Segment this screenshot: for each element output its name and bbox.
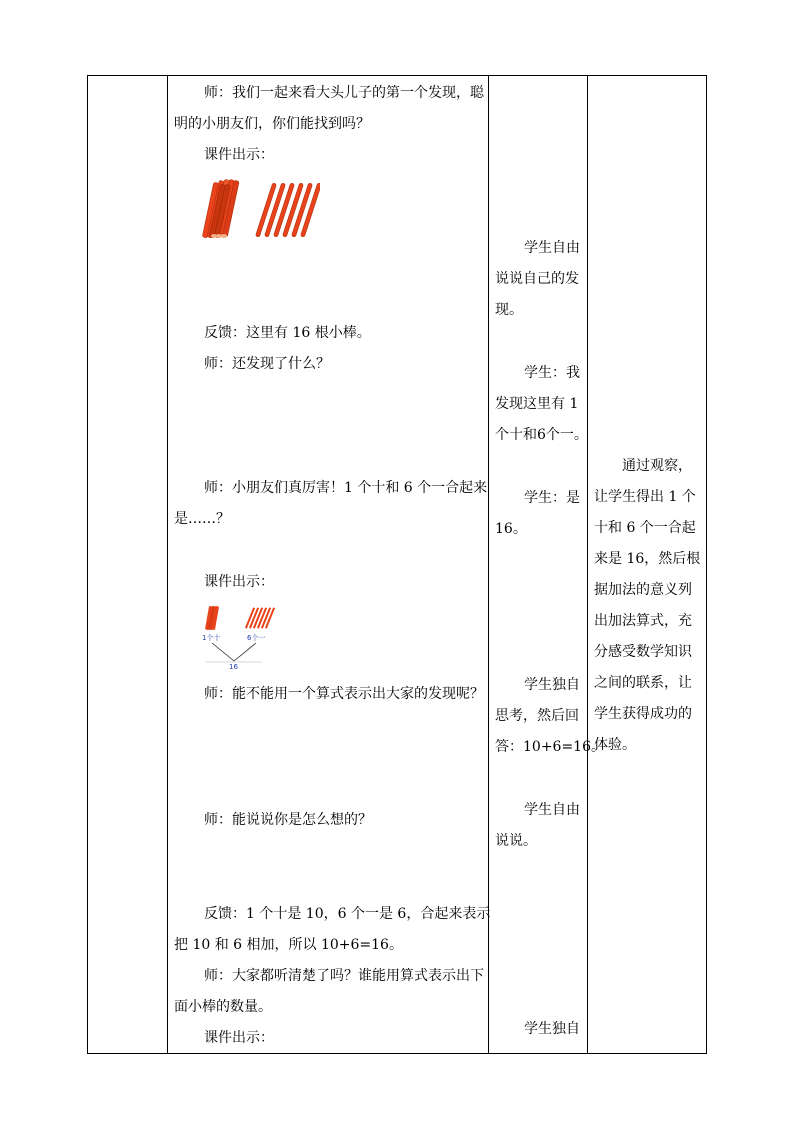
teacher-line: 把 10 和 6 相加，所以 10+6=16。	[174, 937, 403, 953]
student-line: 现。	[495, 302, 523, 318]
teacher-line: 课件出示：	[204, 574, 274, 590]
intent-line: 十和 6 个一合起	[594, 520, 696, 536]
student-line: 说说自己的发	[495, 271, 579, 287]
label-total: 16	[229, 663, 238, 671]
teacher-line: 反馈：1 个十是 10，6 个一是 6，合起来表示	[204, 906, 491, 922]
student-line: 学生独自	[524, 1021, 580, 1037]
label-ones: 6个一	[247, 634, 266, 642]
teacher-line: 明的小朋友们，你们能找到吗？	[174, 116, 370, 132]
student-line: 学生自由	[524, 240, 580, 256]
intent-line: 来是 16，然后根	[594, 551, 701, 567]
table-border-col1	[167, 75, 168, 1054]
student-line: 发现这里有 1	[495, 396, 579, 412]
student-line: 16。	[495, 521, 527, 537]
teacher-line: 课件出示：	[204, 147, 274, 163]
table-border-left	[87, 75, 88, 1054]
teacher-line: 反馈：这里有 16 根小棒。	[204, 325, 371, 341]
student-line: 思考，然后回	[495, 708, 579, 724]
teacher-line: 是……？	[174, 511, 230, 527]
student-line: 答：10+6=16。	[495, 739, 605, 755]
label-tens: 1个十	[202, 634, 221, 642]
student-line: 学生独自	[524, 677, 580, 693]
bundle-of-ten	[202, 179, 239, 238]
sticks-bundle-image	[200, 176, 320, 240]
six-single-sticks-small	[245, 607, 275, 628]
table-border-bottom	[87, 1053, 707, 1054]
student-line: 个十和6个一。	[495, 427, 588, 443]
teacher-line: 师：能不能用一个算式表示出大家的发现呢？	[204, 686, 484, 702]
connector-line-left	[212, 643, 234, 661]
tens-ones-diagram	[198, 603, 278, 671]
intent-line: 学生获得成功的	[594, 706, 692, 722]
teacher-line: 师：能说说你是怎么想的？	[204, 812, 372, 828]
intent-line: 体验。	[594, 737, 636, 753]
intent-line: 分感受数学知识	[594, 644, 692, 660]
intent-line: 据加法的意义列	[594, 582, 692, 598]
intent-line: 通过观察，	[622, 458, 692, 474]
teacher-line: 师：小朋友们真厉害！1 个十和 6 个一合起来	[204, 480, 488, 496]
six-single-sticks	[255, 183, 320, 237]
intent-line: 之间的联系，让	[594, 675, 692, 691]
table-border-right	[706, 75, 707, 1054]
student-line: 学生：我	[524, 365, 580, 381]
teacher-line: 师：我们一起来看大头儿子的第一个发现，聪	[204, 85, 484, 101]
connector-line-right	[234, 643, 256, 661]
table-border-top	[87, 75, 707, 76]
student-line: 学生：是	[524, 490, 580, 506]
intent-line: 出加法算式，充	[594, 613, 692, 629]
teacher-line: 课件出示：	[204, 1030, 274, 1046]
student-line: 学生自由	[524, 802, 580, 818]
teacher-line: 面小棒的数量。	[174, 999, 272, 1015]
teacher-line: 师：还发现了什么？	[204, 356, 330, 372]
teacher-line: 师：大家都听清楚了吗？谁能用算式表示出下	[204, 968, 484, 984]
table-border-col3	[587, 75, 588, 1054]
bundle-of-ten-small	[205, 606, 219, 630]
student-line: 说说。	[495, 833, 537, 849]
intent-line: 让学生得出 1 个	[594, 489, 696, 505]
